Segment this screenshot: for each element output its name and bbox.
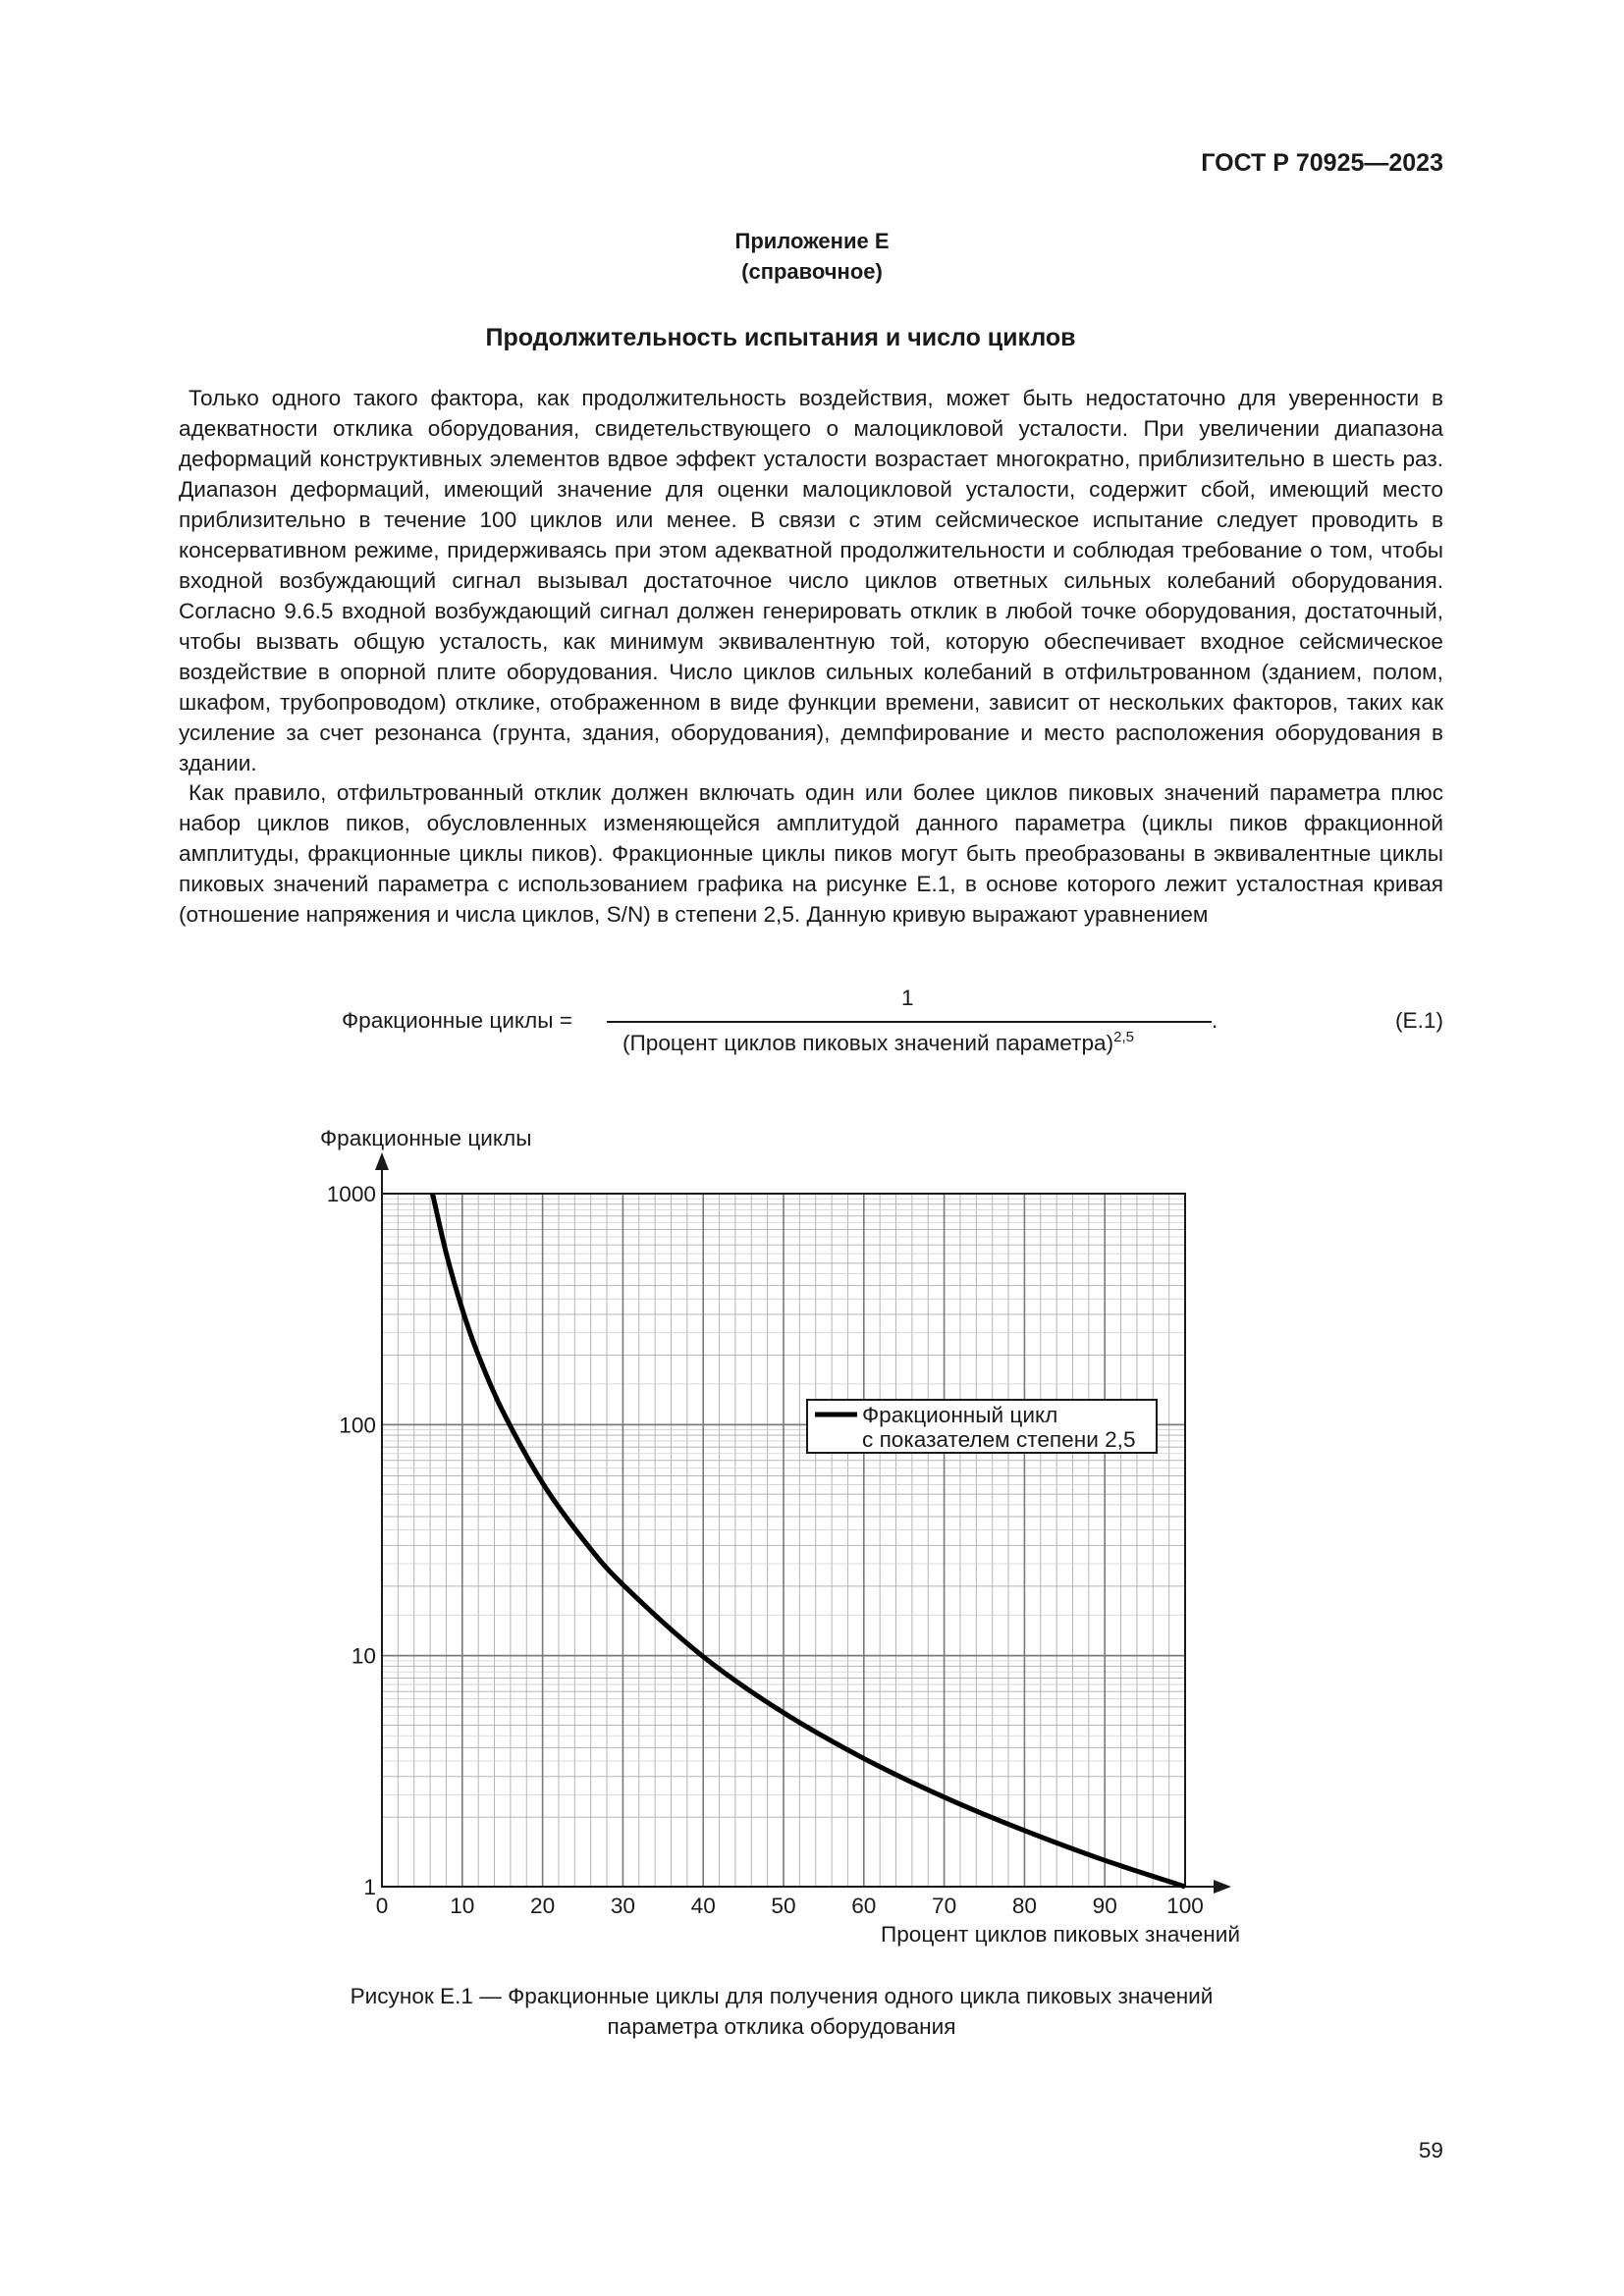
x-tick-label: 20 [530,1894,556,1918]
equation-label: (Е.1) [1395,1008,1443,1033]
equation-denominator-text: (Процент циклов пиковых значений параметра) [623,1031,1114,1055]
paragraph-2: Как правило, отфильтрованный отклик должен включать один или более циклов пиковых значений параметра плюс набор циклов пиков, обусловленных изменяющейся амплитудой данного параметра (циклы пиков фракционной амплитуды, фракционные циклы пиков). Фракционные циклы пиков могут быть преобразованы в эквивалентные циклы пиковых значений параметра с использованием графика на рисунке Е.1, в основе которого лежит усталостная кривая (отношение напряжения и числа циклов, S/N) в степени 2,5. Данную кривую выражают уравнением [179,780,1443,927]
x-tick-label: 90 [1092,1894,1117,1918]
equation-lhs: Фракционные циклы = [342,1008,572,1033]
paragraph-1: Только одного такого фактора, как продолжительность воздействия, может быть недостаточно для уверенности в адекватности отклика оборудования, свидетельствующего о малоцикловой усталости. При увеличении диапазона деформаций конструктивных элементов вдвое эффект усталости возрастает многократно, приблизительно в шесть раз. Диапазон деформаций, имеющий значение для оценки малоцикловой усталости, содержит сбой, имеющий место приблизительно в течение 100 циклов или менее. В связи с этим сейсмическое испытание следует проводить в консервативном режиме, придерживаясь при этом адекватной продолжительности и соблюдая требование о том, чтобы входной возбуждающий сигнал вызывал достаточное число циклов ответных сильных колебаний оборудования. Согласно 9.6.5 входной возбуждающий сигнал должен генерировать отклик в любой точке оборудования, достаточный, чтобы вызвать общую усталость, как минимум эквивалентную той, которую обеспечивает входное сейсмическое воздействие в опорной плите оборудования. Число циклов сильных колебаний в отфильтрованном (зданием, полом, шкафом, трубопроводом) отклике, отображенном в виде функции времени, зависит от нескольких факторов, таких как усиление за счет резонанса (грунта, здания, оборудования), демпфирование и место расположения оборудования в здании. [179,386,1443,775]
x-tick-label: 10 [450,1894,475,1918]
x-axis-label: Процент циклов пиковых значений [880,1922,1240,1947]
equation-numerator: 1 [901,986,914,1010]
page-number: 59 [1418,2138,1443,2163]
appendix-subtitle: (справочное) [741,259,883,284]
x-tick-label: 80 [1011,1894,1037,1918]
y-tick-label: 1 [363,1875,376,1899]
x-tick-label: 100 [1166,1894,1204,1918]
document-standard-header: ГОСТ Р 70925—2023 [1201,149,1443,177]
x-tick-label: 50 [771,1894,796,1918]
grid-major [382,1194,1185,1887]
x-axis-arrow [1214,1880,1231,1894]
x-tick-label: 60 [851,1894,877,1918]
y-axis-label: Фракционные циклы [320,1126,532,1150]
figure-caption-line-2: параметра отклика оборудования [607,2014,956,2039]
equation-trailing: . [1212,1008,1218,1033]
x-tick-label: 40 [690,1894,716,1918]
appendix-title: Приложение Е [734,229,890,253]
figure-caption [0,1981,1563,2042]
y-tick-label: 10 [351,1643,376,1669]
y-tick-label: 1000 [326,1182,376,1206]
y-tick-label: 100 [339,1413,376,1438]
legend-line-1: Фракционный цикл [862,1403,1058,1427]
equation-exponent: 2,5 [1113,1029,1134,1045]
legend-line-2: с показателем степени 2,5 [862,1427,1136,1452]
x-tick-label: 0 [375,1894,389,1918]
section-title: Продолжительность испытания и число циклов [485,324,1076,351]
figure-caption-line-1: Рисунок Е.1 — Фракционные циклы для получения одного цикла пиковых значений [350,1984,1214,2008]
x-tick-label: 70 [932,1894,957,1918]
y-axis-arrow [375,1152,389,1170]
x-tick-label: 30 [610,1894,635,1918]
